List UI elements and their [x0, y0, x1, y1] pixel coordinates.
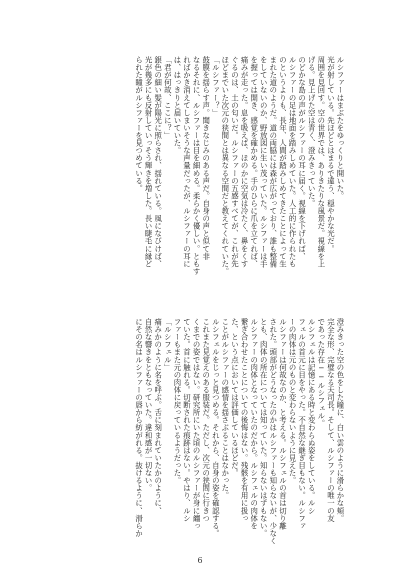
text-column: 「ルシファー？」	[211, 56, 221, 117]
text-column: られた瞳がルシファーを見つめている。	[134, 56, 144, 192]
text-column: 「ルシフェル」	[163, 318, 173, 371]
text-column: をしていないのか、野放図に生い茂っていた。ルシファーは手	[259, 56, 269, 268]
text-column: た、という点においては評価しているほどだ。	[230, 318, 240, 477]
text-column: ルシフェルをじっと見つめる。それから、自身の姿を確認する。	[211, 318, 221, 537]
text-column: にその名はルシファーの唇から紡がれる。抜けるように、滑らか	[134, 318, 144, 537]
text-column: 痛みかのように名を呼ぶ。舌に刻まれていたかのように、	[153, 318, 163, 515]
text-column: くまでの姿ではない。研究所にいた頃のルシファーが身に纏っ	[192, 318, 202, 530]
text-column: のというよりも、長年、人間が踏みしめてきたことによって生	[278, 56, 288, 268]
text-column: は、はっきりと届いていた。	[172, 56, 182, 155]
text-column: 繋ぎ合わせたことについての後悔はない。残骸を有用に扱っ	[240, 318, 250, 522]
text-column: 自然な響きをともなっていた。違和感が一切ない。	[144, 318, 154, 492]
text-column: のどかな島の声がルシファーの耳に届く。視線を下げれば、	[297, 56, 307, 260]
text-column: ルシフェルは記憶にある時と変わらぬ姿をしている。ルシ	[307, 318, 317, 515]
text-column: を握っては開き、感覚を確かめる。手のひらに爪を立てれば、	[249, 56, 259, 268]
text-column: 「君が何故、ここに？」	[163, 56, 173, 140]
text-column: であった存在──ルシフェル。	[316, 318, 326, 427]
text-column: とも、肉体の所在については知っていた。知らないはずもない。	[259, 318, 269, 537]
lower-text-block	[44, 318, 345, 545]
text-column: ればかき消えてしまいそうな声量だったが、ルシファーの耳に	[182, 56, 192, 268]
upper-text-block	[44, 56, 344, 280]
text-column: まれた道のようだ。道の両脇には森が広がっており、誰も整備	[268, 56, 278, 268]
text-column: ぐるのは、土の匂いだ。ルシファーの五感すべてが、これが先	[230, 56, 240, 268]
text-column: 鼓膜を揺らす声。聞きなじみのある声だ。自身の声と似て非	[201, 56, 211, 260]
text-column: ルシファーはまぶたをゆっくりと開いた。	[336, 56, 345, 200]
text-column: 完全な形、完璧なる天司長。そして、ルシファーの唯一の友	[326, 318, 336, 522]
text-column: ルシファーの肉体となっていたのだから。ルシフェルの肉体を	[249, 318, 259, 530]
text-column: 光が射している。先ほどとはまるで違う、穏やかな光だ。	[326, 56, 336, 253]
text-column: ていた。首に触れる。切断された痕跡はない。やはり、ルシ	[182, 318, 192, 522]
text-column: 澄みきった空の色をした瞳に、白い雲のように滑らかな頬。	[336, 318, 345, 522]
page-number: 6	[197, 556, 203, 565]
text-column: フェルの首元に目をやった。不自然な継ぎ目もない。ルシファ	[297, 318, 307, 530]
text-column: ルシファーの足は地面を踏みしめていた。人工的に作られたも	[288, 56, 298, 268]
text-column: ほどまでいた次元の狭間とは異なる空間だと教えてくれていた。	[220, 56, 230, 275]
text-column: ーの肉体は元のものと変わらないように見えた。	[288, 318, 298, 485]
text-column: ルシファーは何故なのか、と考える。ルシフェルの首は切り離	[278, 318, 288, 530]
text-column: 周囲を見回す。空の世界では、ありきたりな風景だ。視線を上	[316, 56, 326, 268]
text-column: 光が幾多にも反射していっそう輝きを増した。長い睫毛に縁ど	[144, 56, 154, 268]
text-column: ことがルシファーの感情を揺さぶることはなかった。	[220, 318, 230, 500]
text-column: された。頭部がどうなったのかはルシファーも知らないが、少なく	[268, 318, 278, 545]
text-column: これまた見覚えのある服装だ。ただし、次元の狭間に行きつ	[201, 318, 211, 522]
text-column: 痛みが走った。息を吸えば、ほのかに空気は冷たく、鼻をくす	[240, 56, 250, 268]
text-column: なるそれに、ルシファーは目を細める。柔らかく優しい。ともす	[192, 56, 202, 275]
text-column: げる。見上げた空は青く、澄みきっていた。	[307, 56, 317, 207]
text-column: ファーもまた元の肉体に戻っているようだった。	[172, 318, 182, 485]
text-column: 銀色の細い髪が陽光に照らされ、揺れている。風になびけば、	[153, 56, 163, 268]
